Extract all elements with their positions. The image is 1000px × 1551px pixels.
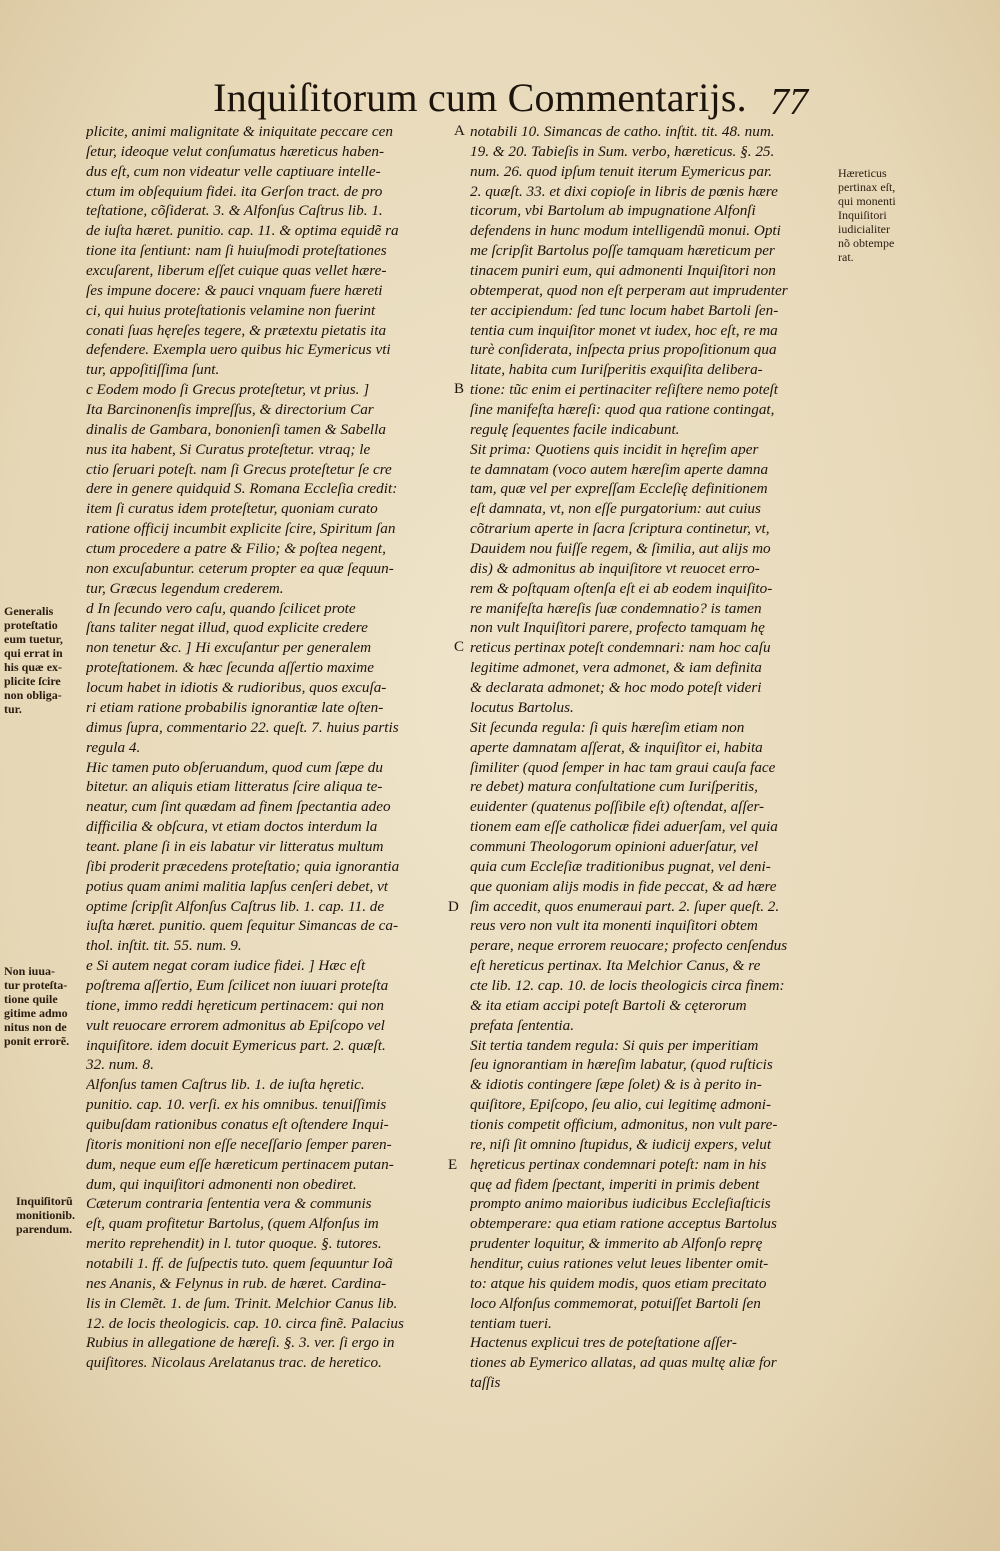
text-line: re debet) matura conſultatione cum Iuriſperitis, [470,778,758,796]
text-line: reticus pertinax poteſt condemnari: nam hoc caſu [470,639,771,657]
text-line: item ſi curatus idem proteſtetur, quoniam curato [86,500,378,518]
text-line: litate, habita cum Iuriſperitis exquiſita delibera- [470,361,763,379]
text-line: ſtans taliter negat illud, quod explicite credere [86,619,368,637]
text-line: ſine manifeſta hæreſi: quod qua ratione contingat, [470,401,775,419]
text-line: Sit tertia tandem regula: Si quis per imperitiam [470,1036,759,1054]
text-line: 2. quæſt. 33. et dixi copioſe in libris de pœnis hære [470,182,778,200]
text-line: conati ſuas hęreſes tegere, & prætextu pietatis ita [86,321,387,339]
text-line: henditur, cuius rationes velut leues libenter omit- [470,1254,769,1272]
text-line: ſitoris monitioni non eſſe neceſſario ſemper paren- [86,1135,392,1153]
text-line: lis in Clemẽt. 1. de ſum. Trinit. Melchior Canus lib. [86,1294,398,1312]
text-line: tione: tũc enim ei pertinaciter reſiſtere nemo poteſt [470,381,779,399]
text-line: dinalis de Gambara, bononienſi tamen & Sabella [86,420,386,438]
text-line: locum habet in idiotis & rudioribus, quos excuſa- [86,679,387,697]
text-line: cõtrarium aperte in ſacra ſcriptura continetur, vt, [470,520,770,538]
text-line: ſes impune docere: & pauci vnquam fuere hæreti [86,281,383,299]
text-line: ſibi proderit præcedens proteſtatio; quia ignorantia [86,857,400,875]
text-line: nes Ananis, & Felynus in rub. de hæret. Cardina- [86,1274,387,1292]
text-line: perare, neque errorem reuocare; profecto cenſendus [470,937,788,955]
text-line: difficilia & obſcura, vt etiam doctos interdum la [86,818,378,836]
text-line: e Si autem negat coram iudice fidei. ] Hæc eſt [86,957,366,975]
margin-line: monitionib. [16,1208,76,1222]
text-line: cte lib. 12. cap. 10. de locis theologicis circa finem: [470,976,785,994]
text-line: que quoniam alijs modis in fide peccat, & ad hære [470,877,777,895]
text-line: regula 4. [86,738,141,756]
text-line: plicite, animi malignitate & iniquitate peccare cen [86,123,393,140]
text-line: ci, qui huius proteſtationis velamine non fuerint [86,301,376,319]
text-line: prudenter loquitur, & immerito ab Alfonſo reprę [470,1235,763,1253]
margin-line: Hæreticus [838,166,887,180]
text-line: & idiotis contingere ſæpe ſolet) & is à perito in- [470,1076,762,1094]
text-line: tiones ab Eymerico allatas, ad quas multę aliæ for [470,1354,777,1372]
text-line: dum, qui inquiſitori admonenti non obediret. [86,1175,357,1193]
margin-line: nõ obtempe [838,236,895,250]
section-letter-e: E [448,1157,458,1173]
section-letter-c: C [454,639,465,655]
text-line: turè conſiderata, inſpecta prius propoſitionum qua [470,341,777,359]
text-line: tione ita ſentiunt: nam ſi huiuſmodi proteſtationes [86,242,387,260]
margin-line: rat. [838,250,854,264]
margin-line: tur proteſta- [4,978,68,992]
text-line: d In ſecundo vero caſu, quando ſcilicet prote [86,599,356,617]
page-header [0,76,1000,126]
text-line: loco Alfonſus commemorat, potuiſſet Bartoli ſen [470,1294,761,1312]
text-line: non excuſabuntur. ceterum propter ea quæ ſequun- [86,559,394,577]
margin-line: eum tuetur, [4,632,63,646]
text-line: dus eſt, cum non videatur velle captiuare intelle- [86,162,381,180]
text-line: ratione officij incumbit explicite ſcire, Spiritum ſan [86,520,396,538]
text-line: locutus Bartolus. [470,698,574,716]
text-line: tentia cum inquiſitor monet vt iudex, hoc eſt, re ma [470,321,778,339]
text-line: quia cum Eccleſiæ traditionibus pugnat, vel deni- [470,857,771,875]
text-line: dimus ſupra, commentario 22. queſt. 7. huius partis [86,718,399,736]
text-line: euidenter (quatenus poſſibile eſt) oſtendat, aſſer- [470,798,765,816]
text-line: non tenetur &c. ] Hi excuſantur per generalem [86,639,372,657]
text-line: tam, quæ vel per expreſſam Eccleſię definitionem [470,480,768,498]
text-line: te damnatam (voco autem hæreſim aperte damna [470,460,769,478]
text-line: obtemperat, quod non eſt perperam aut imprudenter [470,281,788,299]
text-line: Cæterum contraria ſententia vera & communis [86,1195,372,1213]
text-line: eſt, quam profitetur Bartolus, (quem Alfonſus im [86,1215,379,1233]
text-line: & ita etiam accipi poteſt Bartoli & cęterorum [470,996,747,1014]
text-line: teſtatione, cõſiderat. 3. & Alfonſus Caſtrus lib. 1. [86,202,383,220]
text-line: excuſarent, liberum eſſet cuique quas vellet hære- [86,262,387,280]
margin-note-inquisitorum [16,1194,86,1236]
text-line: eſt hereticus pertinax. Ita Melchior Canus, & re [470,957,761,975]
text-line: notabili 1. ff. de ſuſpectis tuto. quem ſequuntur Ioã [86,1254,393,1272]
text-line: defendere. Exempla uero quibus hic Eymericus vti [86,341,391,359]
text-line: punitio. cap. 10. verſi. ex his omnibus. tenuiſſimis [86,1096,387,1114]
text-line: reus vero non vult ita monenti inquiſitori obtem [470,917,758,935]
text-line: tionem eam eſſe catholicæ fidei aduerſam, vel quia [470,818,778,836]
text-line: c Eodem modo ſi Grecus proteſtetur, vt prius. ] [86,381,370,399]
margin-line: Inquiſitorũ [16,1194,73,1208]
section-letter-d: D [448,899,459,915]
text-line: ſim accedit, quos enumeraui part. 2. ſuper queſt. 2. [470,897,780,915]
text-line: num. 26. quod ipſum tenuit iterum Eymericus par. [470,162,773,180]
text-line: Sit prima: Quotiens quis incidit in hęreſim aper [470,440,759,458]
text-line: thol. inſtit. tit. 55. num. 9. [86,937,242,955]
margin-line: pertinax eſt, [838,180,896,194]
text-line: vult reuocare errorem admonitus ab Epiſcopo vel [86,1016,385,1034]
right-text-column [470,122,827,1393]
text-line: merito reprehendit) in l. tutor quoque. §. tutores. [86,1235,382,1253]
text-line: Rubius in allegatione de hæreſi. §. 3. ver. ſi ergo in [86,1334,395,1352]
text-line: tione, immo reddi hęreticum pertinacem: qui non [86,996,384,1014]
text-line: Alfonſus tamen Caſtrus lib. 1. de iuſta hęretic. [86,1076,365,1094]
text-line: prefata ſententia. [470,1016,575,1034]
text-line: ſeu ignorantiam in hæreſim labatur, (quod ruſticis [470,1056,773,1074]
margin-line: qui monenti [838,194,896,208]
margin-line: tur. [4,702,22,716]
text-line: Hic tamen puto obſeruandum, quod cum ſæpe du [86,758,383,776]
text-line: eſt damnata, vt, non eſſe purgatorium: aut cuius [470,500,761,518]
text-line: teant. plane ſi in eis labatur vir litteratus multum [86,837,384,855]
text-line: rem & poſtquam oſtenſa eſt ei ab eodem inquiſito- [470,579,773,597]
text-line: inquiſitore. idem docuit Eymericus part. 2. quæſt. [86,1036,386,1054]
text-line: optime ſcripſit Alfonſus Caſtrus lib. 1. cap. 11. de [86,897,385,915]
text-line: quiſitore, Epiſcopo, ſeu alio, cui legitimę admoni- [470,1096,772,1114]
text-line: ter accipiendum: ſed tunc locum habet Bartoli ſen- [470,301,779,319]
text-line: bitetur. an aliquis etiam litteratus ſcire aliqua te- [86,778,383,796]
text-line: ctum procedere a patre & Filio; & poſtea negent, [86,540,386,558]
text-line: legitime admonet, vera admonet, & iam definita [470,659,762,677]
margin-line: nitus non de [4,1020,67,1034]
margin-line: plicite ſcire [4,674,61,688]
text-line: obtemperare: qua etiam ratione acceptus Bartolus [470,1215,777,1233]
margin-line: iudicialiter [838,222,890,236]
text-line: re, niſi ſit omnino ſtupidus, & iudicij expers, velut [470,1135,772,1153]
text-line: potius quam animi malitia lapſus cenſeri debet, vt [86,877,389,895]
left-text-column [86,122,446,1373]
margin-note-generalis [4,604,84,716]
text-line: dis) & admonitus ab inquiſitore vt reuocet erro- [470,559,760,577]
margin-note-haereticus [838,166,918,264]
text-line: ctio ſeruari poteſt. nam ſi Grecus proteſtetur ſe cre [86,460,392,478]
text-line: me ſcripſit Bartolus poſſe tamquam hæreticum per [470,242,775,260]
text-line: iuſta hæret. punitio. quem ſequitur Simancas de ca- [86,917,399,935]
section-letter-b: B [454,381,465,397]
margin-line: ponit errorẽ. [4,1034,70,1048]
text-line: regulę ſequentes facile indicabunt. [470,420,680,438]
margin-note-non-iuuatur [4,964,84,1048]
text-line: tentiam tueri. [470,1314,552,1332]
section-letter-a: A [454,123,465,139]
text-line: communi Theologorum opinioni aduerſatur, vel [470,837,759,855]
text-line: 12. de locis theologicis. cap. 10. circa finẽ. Palacius [86,1314,404,1332]
margin-line: non obliga- [4,688,62,702]
margin-line: parendum. [16,1222,73,1236]
text-line: Ita Barcinonenſis impreſſus, & directorium Car [86,401,374,419]
text-line: ri etiam ratione probabilis ignorantiæ late oſten- [86,698,384,716]
text-line: ctum im obſequium fidei. ita Gerſon tract. de pro [86,182,383,200]
text-line: notabili 10. Simancas de catho. inſtit. tit. 48. num. [470,123,775,140]
text-line: tur, Græcus legendum crederem. [86,579,284,597]
text-line: quibuſdam rationibus conatus eſt oſtendere Inqui- [86,1115,389,1133]
text-line: proteſtationem. & hæc ſecunda aſſertio maxime [86,659,374,677]
text-line: Hactenus explicui tres de poteſtatione aſſer- [470,1334,737,1352]
text-line: tur, appoſitiſſima ſunt. [86,361,220,379]
margin-line: gitime admo [4,1006,68,1020]
text-line: tinacem puniri eum, qui admonenti Inquiſitori non [470,262,776,280]
text-line: re manifeſta hæreſis ſuæ condemnatio? is tamen [470,599,762,617]
text-line: ſetur, ideoque velut conſumatus hæreticus haben- [86,142,385,160]
text-line: hęreticus pertinax condemnari poteſt: nam in his [470,1155,767,1173]
text-line: de iuſta hæret. punitio. cap. 11. & optima equidẽ ra [86,222,399,240]
text-line: taſſis [470,1374,501,1392]
text-line: quiſitores. Nicolaus Arelatanus trac. de heretico. [86,1354,382,1372]
text-line: aperte damnatam aſſerat, & inquiſitor ei, habita [470,738,763,756]
text-line: 32. num. 8. [86,1056,154,1074]
text-line: dum, neque eum eſſe hæreticum pertinacem putan- [86,1155,394,1173]
text-line: prompto animo maioribus iudicibus Eccleſiaſticis [470,1195,771,1213]
text-line: to: atque his quidem modis, quos etiam precitato [470,1274,767,1292]
text-line: poſtrema aſſertio, Eum ſcilicet non iuuari proteſta [86,976,389,994]
text-line: non vult Inquiſitori parere, profecto tamquam hę [470,619,765,637]
text-line: defendens in hunc modum intelligendũ monui. Opti [470,222,781,240]
text-line: ſimiliter (quod ſemper in hac tam graui cauſa face [470,758,776,776]
margin-line: tione quile [4,992,58,1006]
text-line: quę ad fidem ſpectant, imperiti in primis debent [470,1175,760,1193]
text-line: tionis competit officium, admonitus, non vult pare- [470,1115,778,1133]
running-title: Inquiſitorum cum Commentarijs. [213,75,747,120]
text-line: 19. & 20. Tabieſis in Sum. verbo, hæreticus. §. 25. [470,142,775,160]
text-line: nus ita habent, Si Curatus proteſtetur. vtraq; le [86,440,371,458]
margin-line: his quæ ex- [4,660,63,674]
text-line: Sit ſecunda regula: ſi quis hæreſim etiam non [470,718,745,736]
margin-line: qui errat in [4,646,63,660]
margin-line: Inquiſitori [838,208,887,222]
text-line: Dauidem nou fuiſſe regem, & ſimilia, aut alijs mo [470,540,771,558]
text-line: ticorum, vbi Bartolum ab impugnatione Alfonſi [470,202,756,220]
text-line: & declarata admonet; & hoc modo poteſt videri [470,679,762,697]
margin-line: Generalis [4,604,54,618]
margin-line: proteſtatio [4,618,58,632]
page-number: 77 [770,81,808,123]
margin-line: Non iuua- [4,964,56,978]
text-line: neatur, cum ſint quædam ad finem ſpectantia adeo [86,798,391,816]
text-line: dere in genere quidquid S. Romana Eccleſia credit: [86,480,398,498]
